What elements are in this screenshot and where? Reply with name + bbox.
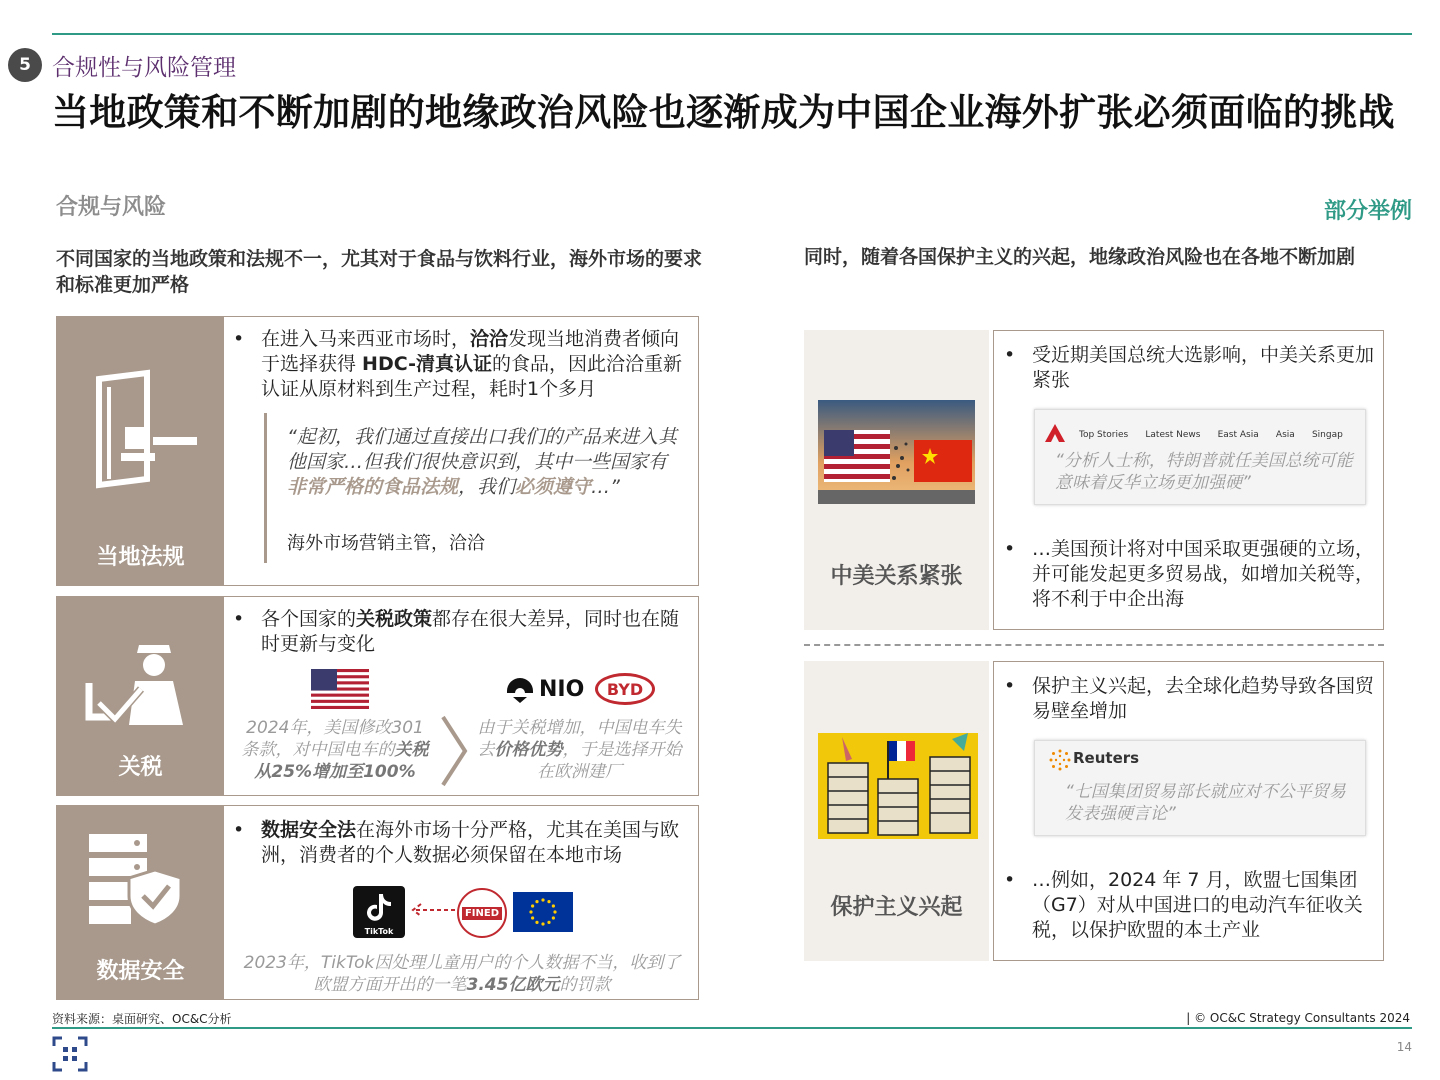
quote-text: “起初，我们通过直接出口我们的产品来进入其他国家…但我们很快意识到，其中一些国家有非常严格的食品法规，我们必须遵守…” [287, 426, 677, 498]
eu-flag-icon [513, 892, 573, 932]
cna-logo-icon [1045, 424, 1065, 442]
tiktok-logo-text: TikTok [364, 927, 394, 936]
news-quote: “分析人士称，特朗普就任美国总统可能意味着反华立场更加强硬” [1055, 451, 1353, 493]
eu-star [553, 910, 556, 913]
block-label-text: 保护主义兴起 [830, 895, 963, 920]
eu-star [552, 916, 555, 919]
top-rule [52, 33, 1412, 35]
tiktok-note-icon [365, 892, 393, 922]
quote-source: 海外市场营销主管，洽洽 [287, 533, 485, 554]
eu-star [529, 910, 532, 913]
protectionism-wall-image [818, 733, 978, 839]
panel-label-block [57, 806, 224, 999]
block-label-text: 中美关系紧张 [830, 564, 963, 589]
page-number: 14 [1396, 1040, 1412, 1054]
fined-stamp-text: FINED [462, 907, 502, 920]
label-protectionism [804, 661, 989, 961]
box-us-china-tension [993, 330, 1384, 630]
bullet-data-law: • 数据安全法在海外市场十分严格，尤其在美国与欧洲，消费者的个人数据必须保留在本地市场 [233, 819, 680, 866]
eu-star [535, 921, 538, 924]
eu-star [531, 916, 534, 919]
cn-ev-note: 由于关税增加，中国电车失去价格优势，于是选择开始在欧洲建厂 [477, 718, 682, 782]
section-title: 合规性与风险管理 [52, 55, 236, 81]
panel-label-block [57, 317, 224, 585]
byd-logo: BYD [595, 673, 655, 705]
section-number-badge: 5 [8, 48, 42, 82]
eu-star [552, 904, 555, 907]
bullet-tariff-policy: • 各个国家的关税政策都存在很大差异，同时也在随时更新与变化 [233, 608, 680, 655]
footer-source: 资料来源：桌面研究、OC&C分析 [52, 1012, 232, 1026]
panel-label-block [57, 597, 224, 795]
tiktok-logo [353, 886, 405, 938]
us-tariff-note: 2024年，美国修改301条款，对中国电车的关税从25%增加至100% [241, 718, 429, 782]
box-protectionism [993, 661, 1384, 961]
footer-copyright: | © OC&C Strategy Consultants 2024 [1186, 1011, 1410, 1025]
reuters-logo-icon [1049, 749, 1071, 771]
news-quote: “七国集团贸易部长就应对不公平贸易发表强硬言论” [1065, 782, 1346, 824]
panel-tariffs [56, 596, 699, 796]
eu-star [541, 898, 544, 901]
page-subtitle: 合规与风险 [56, 195, 167, 220]
news-clip-cna [1034, 409, 1366, 505]
customs-officer-icon [85, 641, 185, 731]
label-us-china-tension [804, 330, 989, 630]
partial-examples-tag: 部分举例 [1323, 199, 1412, 224]
panel-local-regulations [56, 316, 699, 586]
fined-stamp [457, 888, 507, 938]
reuters-logo-text: Reuters [1073, 749, 1140, 767]
chevron-right-icon [439, 715, 469, 787]
eu-star [541, 922, 544, 925]
right-heading: 同时，随着各国保护主义的兴起，地缘政治风险也在各地不断加剧 [804, 246, 1356, 268]
nio-logo-text: NIO [539, 677, 585, 702]
trade-war-containers-image [818, 400, 975, 504]
news-clip-reuters [1034, 740, 1366, 836]
occ-logo-icon [52, 1036, 88, 1072]
panel-label-text: 当地法规 [96, 545, 185, 570]
arrow-left-icon [409, 902, 455, 918]
eu-star [547, 921, 550, 924]
dashed-divider [804, 644, 1384, 646]
eu-star [547, 900, 550, 903]
bullet-halal: • 在进入马来西亚市场时，洽洽发现当地消费者倾向于选择获得 HDC-清真认证的食品，因此洽洽重新认证从原材料到生产过程，耗时1个多月 [233, 328, 683, 400]
panel-data-security [56, 805, 699, 1000]
panel-label-text: 关税 [118, 755, 163, 780]
news-nav: Top Stories Latest News East Asia Asia Singap [1079, 430, 1343, 440]
bullet-trade-war: • …美国预计将对中国采取更强硬的立场，并可能发起更多贸易战，如增加关税等，将不利于中企出海 [1004, 538, 1375, 610]
bullet-g7-tariff: • …例如，2024 年 7 月，欧盟七国集团（G7）对从中国进口的电动汽车征收关税，以保护欧盟的本土产业 [1004, 869, 1363, 941]
eu-star [535, 900, 538, 903]
eu-star [531, 904, 534, 907]
left-heading: 不同国家的当地政策和法规不一，尤其对于食品与饮料行业，海外市场的要求和标准更加严格 [56, 248, 703, 296]
bullet-deglobalization: • 保护主义兴起，去全球化趋势导致各国贸易壁垒增加 [1004, 675, 1375, 722]
quote-bar [264, 413, 267, 563]
bottom-rule [52, 1027, 1412, 1029]
nio-logo-icon [503, 675, 537, 705]
page-title: 当地政策和不断加剧的地缘政治风险也逐渐成为中国企业海外扩张必须面临的挑战 [52, 91, 1395, 134]
law-book-gavel-icon [85, 369, 197, 489]
bullet-us-election: • 受近期美国总统大选影响，中美关系更加紧张 [1004, 344, 1375, 391]
tiktok-fine-note: 2023年，TikTok因处理儿童用户的个人数据不当，收到了欧盟方面开出的一笔3.45亿欧元的罚款 [243, 953, 681, 995]
panel-label-text: 数据安全 [96, 959, 185, 984]
us-flag-icon [311, 669, 369, 709]
server-shield-icon [85, 830, 185, 926]
